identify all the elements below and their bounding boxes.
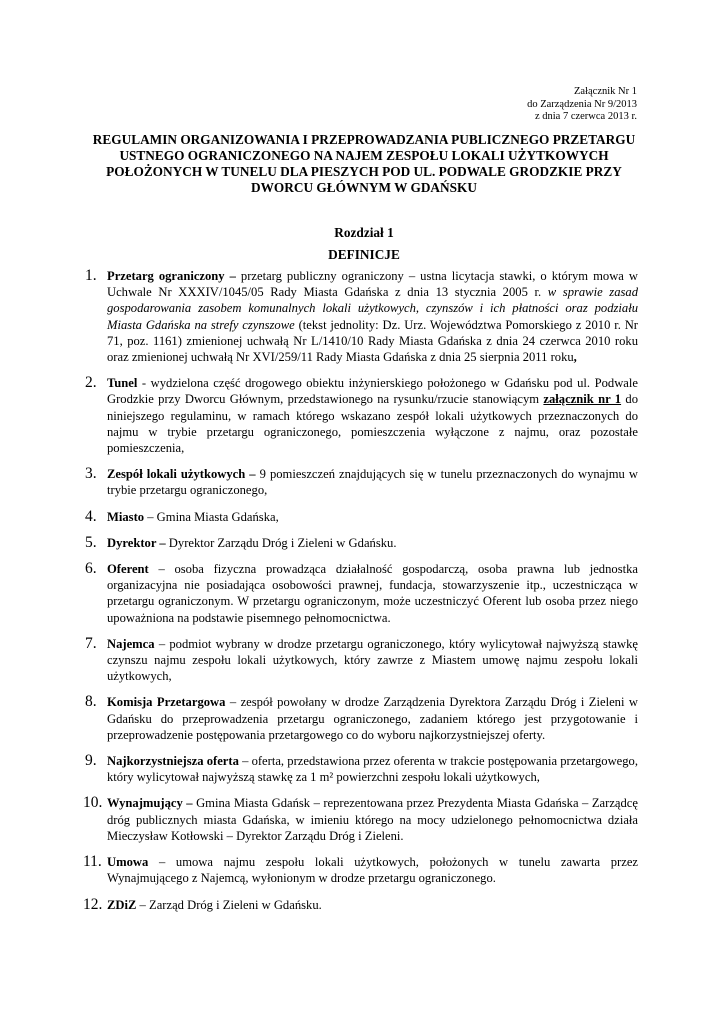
definition-item bbox=[85, 466, 638, 498]
definition-item bbox=[85, 636, 638, 685]
definition-term: Miasto bbox=[107, 509, 145, 524]
definition-text: 9 pomieszczeń znajdujących się w tunelu przeznaczonych do wynajmu w trybie przetargu ograniczonego, bbox=[107, 467, 638, 498]
definition-text: – Gmina Miasta Gdańska, bbox=[144, 509, 279, 524]
item-number: 1. bbox=[85, 267, 97, 284]
item-number: 6. bbox=[85, 560, 97, 578]
definition-term: Tunel bbox=[107, 376, 138, 391]
annex-line-2: do Zarządzenia Nr 9/2013 bbox=[527, 98, 637, 110]
definition-term: Najemca bbox=[107, 636, 155, 651]
definitions-list bbox=[85, 268, 638, 923]
annex-line-1: Załącznik Nr 1 bbox=[574, 86, 637, 97]
definition-item bbox=[85, 897, 638, 913]
chapter-number: Rozdział 1 bbox=[334, 225, 394, 240]
item-number: 4. bbox=[85, 507, 97, 525]
definition-term: ZDiZ bbox=[107, 897, 137, 912]
definition-text: – oferta, przedstawiona przez oferenta w trakcie postępowania przetargowego, który wylicytował najwyższą stawkę za 1 m² powierzchni zespołu lokali użytkowych, bbox=[107, 754, 639, 785]
definition-term: Oferent bbox=[107, 562, 149, 577]
definition-text: Dyrektor Zarządu Dróg i Zieleni w Gdańsku. bbox=[165, 535, 397, 550]
definition-item bbox=[85, 561, 638, 626]
definition-text: - wydzielona część drogowego obiektu inżynierskiego położonego w Gdańsku pod ul. Podwale Grodzkie przy Dworcu Głównym, przedstawionego na rysunku/rzucie stanowiącym bbox=[107, 376, 638, 407]
definition-term: Przetarg ograniczony – bbox=[107, 269, 236, 283]
definition-text: (tekst jednolity: Dz. Urz. Województwa Pomorskiego z 2010 r. Nr 71, poz. 1161) zmienionej uchwałą Nr L/1410/10 Rady Miasta Gdańska z dnia 24 czerwca 2010 roku oraz zmienionej uchwałą Nr XVI/259/11 Rady Miasta Gdańska z dnia 25 sierpnia 2011 roku bbox=[107, 317, 639, 365]
attachment-reference: załącznik nr 1 bbox=[543, 392, 622, 407]
item-number: 5. bbox=[85, 533, 97, 551]
item-number: 10. bbox=[83, 794, 103, 812]
definition-item bbox=[85, 854, 638, 886]
definition-text: – Zarząd Dróg i Zieleni w Gdańsku. bbox=[136, 897, 322, 912]
item-number: 7. bbox=[85, 634, 97, 652]
definition-text: – zespół powołany w drodze Zarządzenia Dyrektora Zarządu Dróg i Zieleni w Gdańsku do przeprowadzenia przetargu ograniczonego, zadaniem którego jest przygotowanie i przeprowadzenie postępowania przetargowego co do wyboru najkorzystniejszej oferty. bbox=[107, 695, 638, 742]
item-number: 11. bbox=[83, 853, 102, 871]
definition-item bbox=[85, 509, 638, 525]
item-number: 3. bbox=[85, 465, 97, 483]
item-number: 2. bbox=[85, 374, 97, 392]
document-title: REGULAMIN ORGANIZOWANIA I PRZEPROWADZANIA PUBLICZNEGO PRZETARGU USTNEGO OGRANICZONEGO NA NAJEM ZESPOŁU LOKALI UŻYTKOWYCH POŁOŻONYCH W TUNELU DLA PIESZYCH POD UL. PODWALE GRODZKIE PRZY DWORCU GŁÓWNYM W GDAŃSKU bbox=[92, 132, 636, 195]
definition-item bbox=[85, 268, 638, 365]
item-number: 8. bbox=[85, 693, 97, 711]
definition-term: Dyrektor – bbox=[107, 535, 166, 550]
definition-item bbox=[85, 753, 638, 785]
definition-text: – osoba fizyczna prowadząca działalność gospodarczą, osoba prawna lub jednostka organizacyjna nie posiadająca osobowości prawnej, fundacja, stowarzyszenie itp., uczestnicząca w przetargu ograniczonym. W przetargu ograniczonym, może uczestniczyć Oferent lub osoba przez niego upoważniona na podstawie pisemnego pełnomocnictwa. bbox=[107, 562, 638, 625]
definition-punctuation: , bbox=[573, 350, 577, 365]
definition-term: Wynajmujący – bbox=[107, 796, 193, 811]
definition-term: Komisja Przetargowa bbox=[107, 695, 226, 710]
definition-term: Najkorzystniejsza oferta bbox=[107, 754, 239, 769]
annex-reference bbox=[527, 86, 637, 124]
definition-item bbox=[85, 375, 638, 456]
definition-text: – podmiot wybrany w drodze przetargu ograniczonego, który wylicytował najwyższą stawkę czynszu najmu zespołu lokali użytkowych, który zawrze z Miastem umowę najmu zespołu lokali użytkowych, bbox=[107, 636, 638, 684]
definition-text: Gmina Miasta Gdańsk – reprezentowana przez Prezydenta Miasta Gdańska – Zarządcę dróg publicznych miasta Gdańska, w imieniu którego na mocy udzielonego pełnomocnictwa działa Mieczysław Kotłowski – Dyrektor Zarządu Dróg i Zieleni. bbox=[107, 796, 638, 843]
item-number: 9. bbox=[85, 752, 97, 770]
definition-text: – umowa najmu zespołu lokali użytkowych, położonych w tunelu zawarta przez Wynajmującego z Najemcą, wyłonionym w drodze przetargu ograniczonego. bbox=[107, 855, 638, 886]
resolution-title: w sprawie zasad gospodarowania zasobem komunalnych lokali użytkowych, czynszów i ich płatności oraz podziału Miasta Gdańska na strefy czynszowe bbox=[107, 285, 638, 332]
definition-term: Zespół lokali użytkowych – bbox=[107, 467, 256, 482]
definition-text: do niniejszego regulaminu, w ramach którego wskazano zespół lokali użytkowych przeznaczonych do najmu w trybie przetargu ograniczonego, pomieszczenia wyłączone z najmu, oraz pozostałe pomieszczenia, bbox=[107, 392, 638, 456]
item-number: 12. bbox=[83, 895, 103, 913]
chapter-name: DEFINICJE bbox=[328, 247, 400, 262]
annex-line-3: z dnia 7 czerwca 2013 r. bbox=[534, 111, 637, 122]
definition-text: przetarg publiczny ograniczony – ustna licytacja stawki, o którym mowa w Uchwale Nr XXXIV/1045/05 Rady Miasta Gdańska z dnia 13 stycznia 2005 r. bbox=[107, 269, 638, 300]
definition-item bbox=[85, 535, 638, 551]
definition-item bbox=[85, 694, 638, 743]
definition-term: Umowa bbox=[107, 855, 149, 870]
definition-item bbox=[85, 795, 638, 844]
